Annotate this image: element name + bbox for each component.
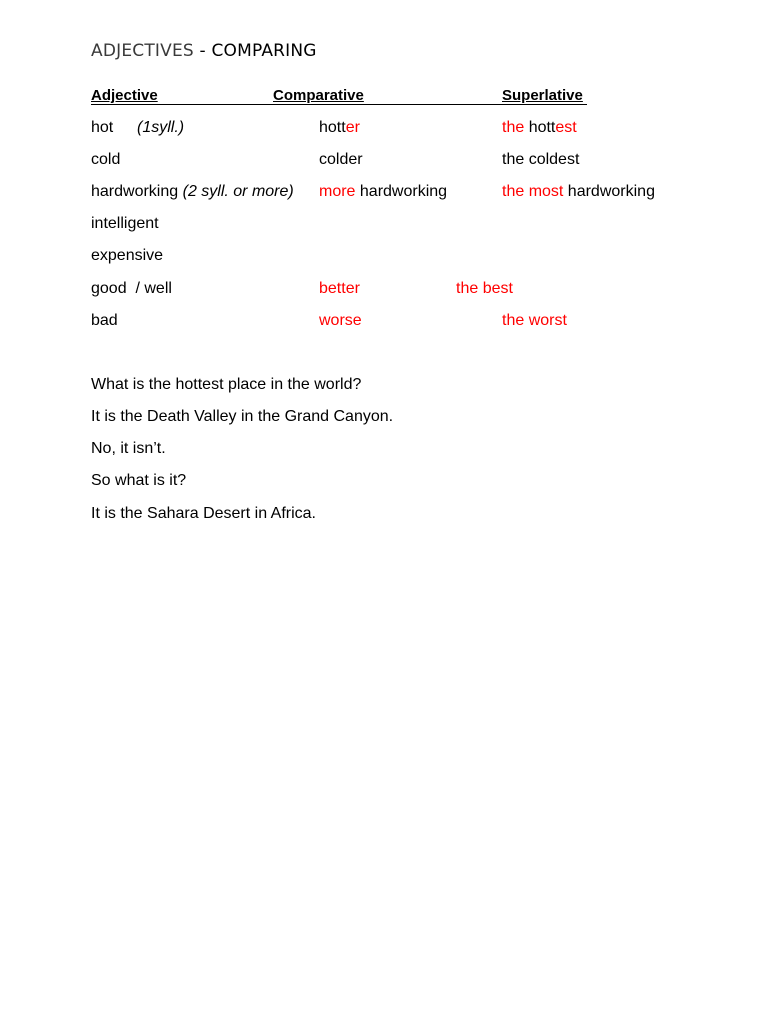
superlative-most: the most <box>502 183 564 200</box>
adjective-word: hardworking <box>91 183 183 200</box>
comparative-word: worse <box>319 312 362 329</box>
dialogue-line: What is the hottest place in the world? <box>91 376 362 393</box>
row-adjective <box>91 182 294 202</box>
row-superlative <box>502 118 577 138</box>
superlative-article: the <box>502 119 529 136</box>
header-underline <box>91 104 587 105</box>
adjective-word: good / well <box>91 280 172 297</box>
dialogue-line: So what is it? <box>91 472 187 489</box>
comparative-more: more <box>319 183 356 200</box>
dialogue-line: It is the Sahara Desert in Africa. <box>91 505 316 522</box>
header-comparative: Comparative <box>273 87 364 104</box>
comparative-word: colder <box>319 151 363 168</box>
dialogue-line: No, it isn’t. <box>91 440 166 457</box>
row-comparative <box>319 182 447 202</box>
row-superlative <box>502 182 655 202</box>
superlative-word: hardworking <box>563 183 655 200</box>
comparative-word: better <box>319 280 360 297</box>
comparative-word: hardworking <box>355 183 448 200</box>
adjective-note: (2 syll. or more) <box>182 183 294 200</box>
superlative-suffix: est <box>555 119 577 136</box>
adjective-note: (1syll.) <box>137 119 185 136</box>
adjective-word: expensive <box>91 247 164 264</box>
header-superlative: Superlative <box>502 87 583 104</box>
superlative-word: the best <box>456 280 513 297</box>
comparative-stem: hott <box>319 119 346 136</box>
superlative-word: the worst <box>502 312 567 329</box>
comparative-suffix: er <box>345 119 360 136</box>
adjective-word: intelligent <box>91 215 159 232</box>
adjective-word: cold <box>91 151 121 168</box>
superlative-word: the coldest <box>502 151 580 168</box>
title-part-adjectives: ADJECTIVES <box>91 41 194 61</box>
row-comparative <box>319 118 360 138</box>
page-title <box>91 41 317 61</box>
adjective-word: hot <box>91 119 114 136</box>
superlative-stem: hott <box>528 119 556 136</box>
header-adjective: Adjective <box>91 87 158 104</box>
row-adjective <box>91 118 113 138</box>
dialogue-line: It is the Death Valley in the Grand Canyon. <box>91 408 394 425</box>
title-part-comparing: - COMPARING <box>193 41 317 61</box>
adjective-word: bad <box>91 312 118 329</box>
